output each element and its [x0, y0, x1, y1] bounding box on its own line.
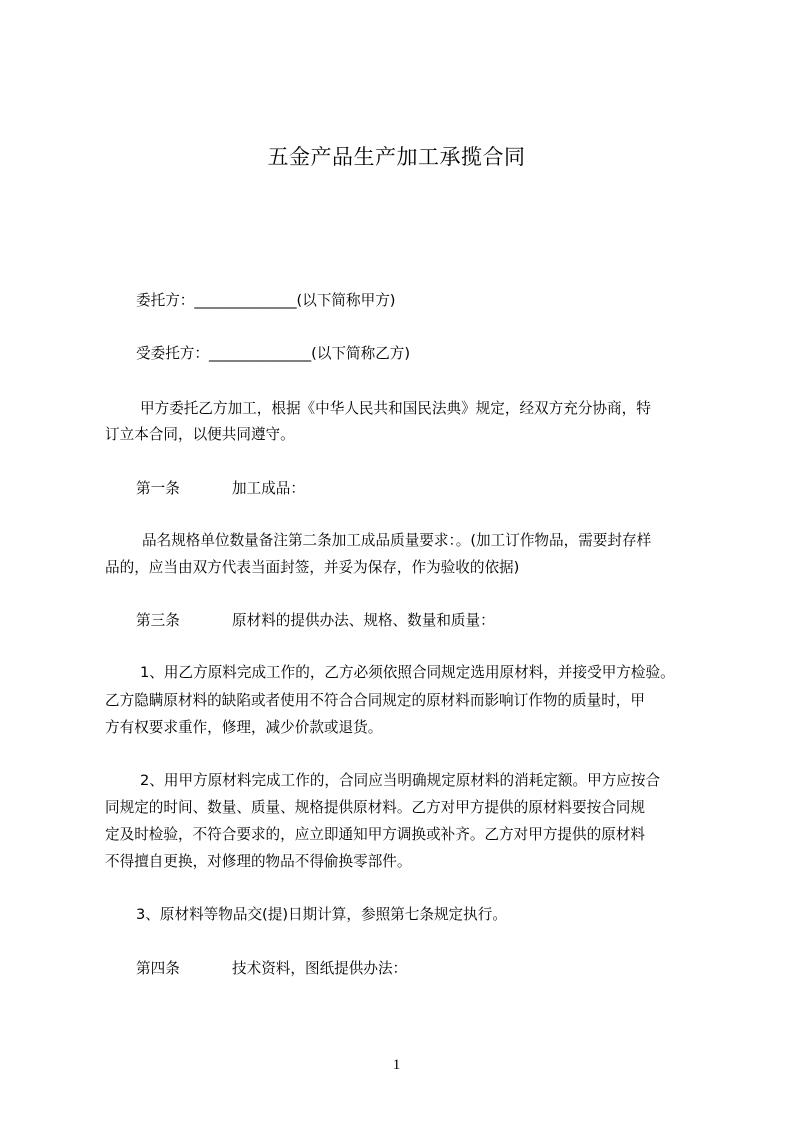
- article-1-heading: [136, 478, 305, 500]
- item-2-line-2: 同规定的时间、数量、质量、规格提供原材料。乙方对甲方提供的原材料要按合同规: [105, 799, 645, 816]
- intro-line-2: 订立本合同，以便共同遵守。: [105, 426, 295, 443]
- item-2-line-3: 定及时检验，不符合要求的，应立即通知甲方调换或补齐。乙方对甲方提供的原材料: [105, 826, 645, 843]
- article-4-label: 第四条: [136, 960, 180, 977]
- article-2-line-2: 品的，应当由双方代表当面封签，并妥为保存，作为验收的依据): [105, 559, 520, 576]
- intro-line-1: 甲方委托乙方加工，根据《中华人民共和国民法典》规定，经双方充分协商，特: [140, 400, 651, 417]
- item-2-line-4: 不得擅自更换，对修理的物品不得偷换零部件。: [105, 853, 412, 870]
- article-4-title: 技术资料，图纸提供办法：: [232, 960, 408, 977]
- article-3-heading: [136, 610, 495, 632]
- article-3-label: 第三条: [136, 612, 180, 629]
- page-number: 1: [392, 1057, 401, 1073]
- document-title: 五金产品生产加工承揽合同: [267, 145, 526, 169]
- contractor-party-line: 受委托方：______________(以下简称乙方): [136, 345, 411, 362]
- article-2-line-1: 品名规格单位数量备注第二条加工成品质量要求：。(加工订作物品，需要封存样: [142, 532, 652, 549]
- item-1-line-2: 乙方隐瞒原材料的缺陷或者使用不符合合同规定的原材料而影响订作物的质量时，甲: [105, 692, 645, 709]
- item-1-line-3: 方有权要求重作，修理，减少价款或退货。: [105, 719, 383, 736]
- article-4-heading: [136, 958, 407, 980]
- article-3-title: 原材料的提供办法、规格、数量和质量：: [232, 612, 495, 629]
- item-3-paragraph: 3、原材料等物品交(提)日期计算，参照第七条规定执行。: [136, 906, 507, 923]
- item-2-line-1: 2、用甲方原材料完成工作的，合同应当明确规定原材料的消耗定额。甲方应按合: [140, 772, 661, 789]
- article-1-label: 第一条: [136, 480, 180, 497]
- article-1-title: 加工成品：: [232, 480, 305, 497]
- item-1-line-1: 1、用乙方原料完成工作的，乙方必须依照合同规定选用原材料，并接受甲方检验。: [140, 664, 675, 681]
- client-party-line: 委托方：______________(以下简称甲方): [136, 292, 396, 309]
